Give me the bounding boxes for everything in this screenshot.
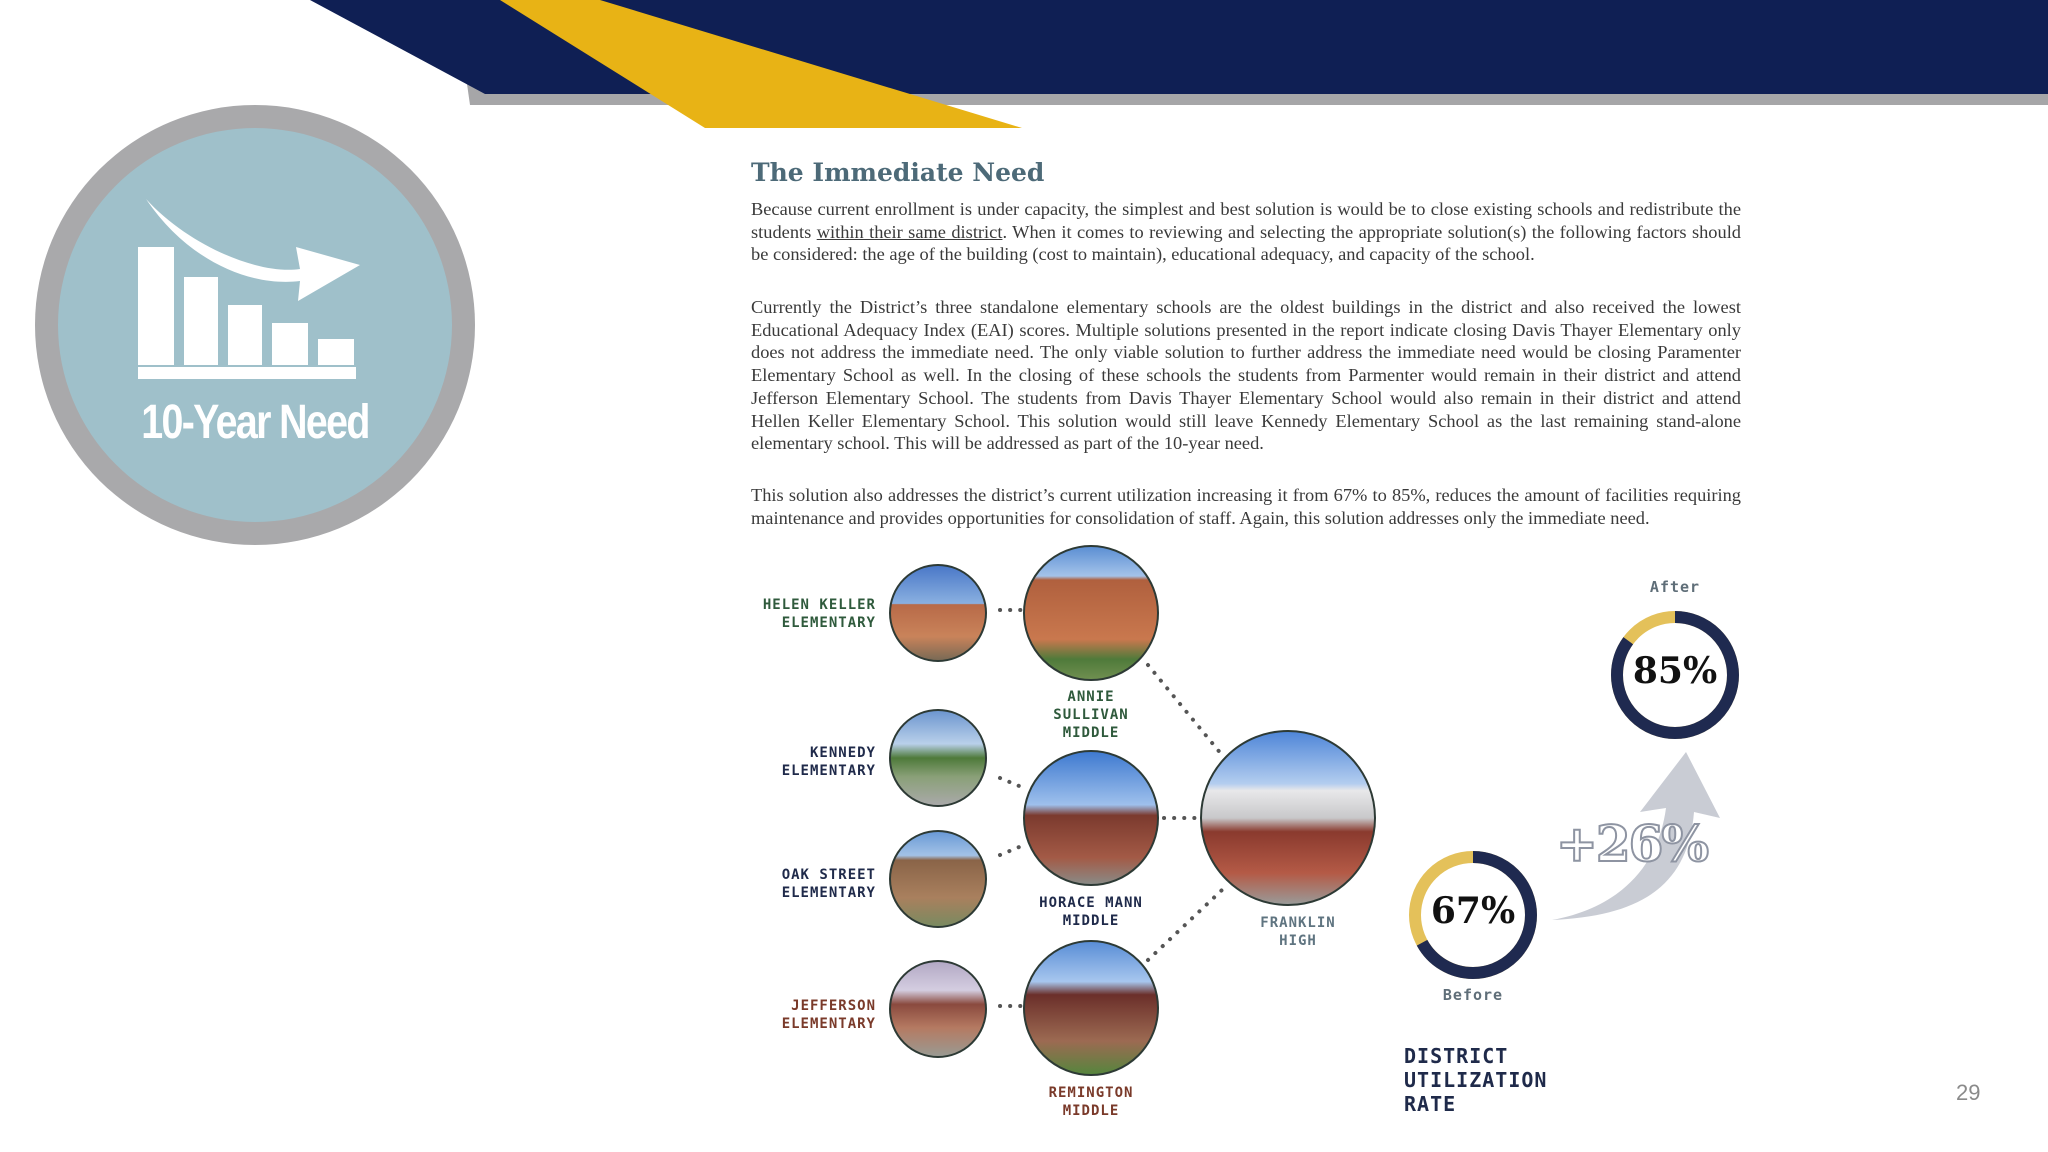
page-number: 29 [1956,1080,1981,1105]
after-label: After [1649,578,1701,596]
annie-sullivan-photo [1023,545,1159,681]
utilization-title: DISTRICT UTILIZATION RATE [1404,1044,1548,1116]
helen-keller-photo [889,564,987,662]
paragraph-1: Because current enrollment is under capacity, the simplest and best solution is would be to close existing schools and redistribute the students within their same district. When it comes to reviewing and selecting the appropriate solution(s) the following factors should be considered: the age of the building (cost to maintain), educational adequacy, and capacity of the school. [751,199,1742,265]
school-label-remington: REMINGTON MIDDLE [1048,1085,1134,1119]
school-label-annie-sullivan: ANNIE SULLIVAN MIDDLE [1053,689,1129,741]
school-label-helen-keller: HELEN KELLER ELEMENTARY [762,597,876,631]
school-label-horace-mann: HORACE MANN MIDDLE [1039,895,1143,929]
chart-trend-down-arrow-icon [130,195,370,385]
remington-photo [1023,940,1159,1076]
school-label-jefferson: JEFFERSON ELEMENTARY [781,998,876,1032]
before-value: 67% [1430,890,1516,932]
horace-mann-photo [1023,750,1159,886]
before-label: Before [1442,986,1504,1004]
school-label-franklin: FRANKLIN HIGH [1260,915,1336,949]
change-percent: +26% [1556,814,1707,873]
after-value: 85% [1632,650,1718,692]
page-title: The Immediate Need [751,158,1045,187]
paragraph-2: Currently the District’s three standalone elementary schools are the oldest buildings in the district and also received the lowest Educational Adequacy Index (EAI) scores. Multiple solutions presented in the report indicate closing Davis Thayer Elementary only does not address the immediate need. The only viable solution to further address the immediate need would be closing Paramenter Elementary School as well. In the closing of these schools the students from Parmenter would remain in their district and attend Jefferson Elementary School. The students from Davis Thayer Elementary School would also remain in their district and attend Hellen Keller Elementary School. This solution would still leave Kennedy Elementary School as the last remaining stand-alone elementary school. This will be addressed as part of the 10-year need. [751,297,1741,454]
school-label-kennedy: KENNEDY ELEMENTARY [781,745,876,779]
jefferson-photo [889,960,987,1058]
franklin-high-photo [1200,730,1376,906]
underlined-phrase: within their same district [816,221,1003,242]
badge-label: 10-Year Need [141,396,369,449]
kennedy-photo [889,709,987,807]
paragraph-3: This solution also addresses the district’s current utilization increasing it from 67% to 85%, reduces the amount of facilities requiring maintenance and provides opportunities for consolidation of staff. Again, this solution addresses only the immediate need. [751,485,1741,528]
school-label-oak-street: OAK STREET ELEMENTARY [781,867,876,901]
oak-street-photo [889,830,987,928]
